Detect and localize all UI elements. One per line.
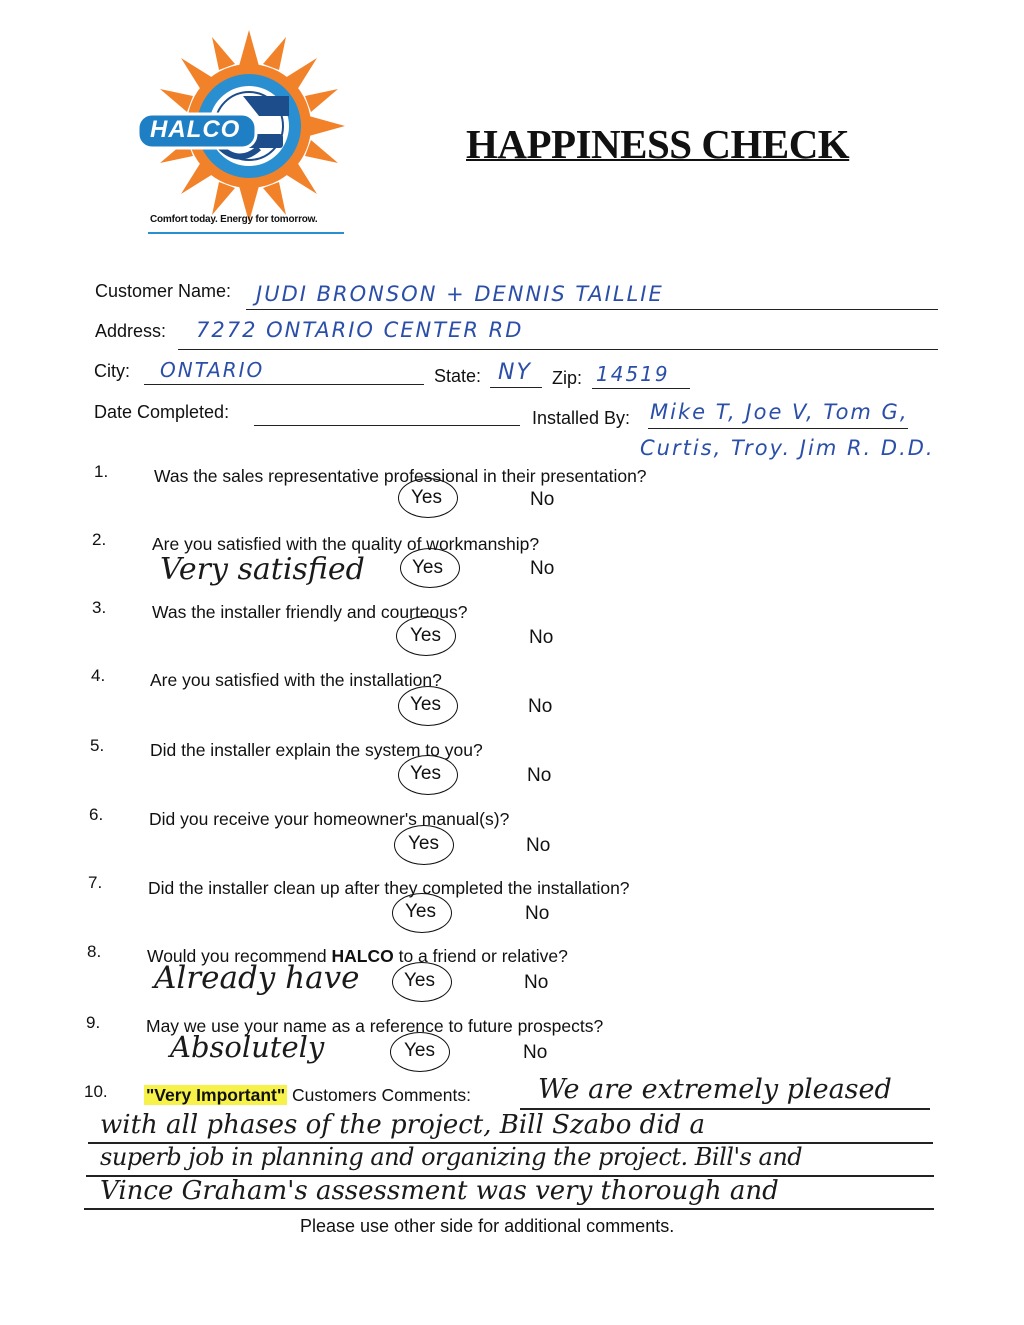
state-label: State:: [434, 366, 482, 386]
question-5-number: 5.: [90, 736, 105, 755]
question-4-number: 4.: [91, 666, 106, 685]
question-2-number: 2.: [92, 530, 107, 549]
state-value[interactable]: NY: [498, 360, 532, 385]
question-8-note: Already have: [154, 960, 360, 996]
question-1-text: Was the sales representative professional in their presentation?: [154, 466, 647, 486]
installed-by-label: Installed By:: [532, 408, 631, 428]
city-line: [144, 384, 424, 385]
zip-value[interactable]: 14519: [596, 362, 670, 386]
comment-text-line-3: superb job in planning and organizing the project. Bill's and: [100, 1143, 803, 1171]
logo-wordmark: HALCO: [150, 116, 241, 143]
question-4-yes[interactable]: Yes: [410, 694, 441, 715]
address-label: Address:: [95, 321, 167, 341]
question-9-number: 9.: [86, 1013, 101, 1032]
question-7-text: Did the installer clean up after they completed the installation?: [148, 878, 630, 898]
question-6-no[interactable]: No: [526, 835, 551, 856]
customer-name-line: [246, 309, 938, 310]
question-7-number: 7.: [88, 873, 103, 892]
question-5-text: Did the installer explain the system to you?: [150, 740, 483, 760]
city-label: City:: [94, 361, 130, 381]
question-7-no[interactable]: No: [525, 903, 550, 924]
question-4-text: Are you satisfied with the installation?: [150, 670, 442, 690]
zip-line: [592, 388, 690, 389]
comments-label: [144, 1085, 471, 1106]
comment-text-line-1: We are extremely pleased: [538, 1074, 892, 1105]
question-6-yes[interactable]: Yes: [408, 833, 439, 854]
address-value[interactable]: 7272 ONTARIO CENTER RD: [196, 318, 524, 342]
question-6-text: Did you receive your homeowner's manual(s)?: [149, 809, 510, 829]
installed-by-value-line2[interactable]: Curtis, Troy. Jim R. D.D.: [640, 436, 935, 460]
question-3-yes[interactable]: Yes: [410, 625, 441, 646]
installed-by-value-line1[interactable]: Mike T, Joe V, Tom G,: [650, 400, 909, 424]
date-completed-label: Date Completed:: [94, 402, 230, 422]
comment-text-line-4: Vince Graham's assessment was very thorough and: [100, 1176, 779, 1206]
question-1-number: 1.: [94, 462, 109, 481]
comment-text-line-2: with all phases of the project, Bill Szabo did a: [100, 1110, 706, 1140]
footer-note: Please use other side for additional comments.: [300, 1216, 675, 1236]
question-3-no[interactable]: No: [529, 627, 554, 648]
question-3-number: 3.: [92, 598, 107, 617]
question-8-brand: HALCO: [331, 946, 394, 966]
question-5-no[interactable]: No: [527, 765, 552, 786]
comments-number: 10.: [84, 1082, 108, 1101]
question-2-note: Very satisfied: [160, 552, 365, 587]
comment-line-4: [84, 1208, 934, 1210]
question-1-no[interactable]: No: [530, 489, 555, 510]
question-2-text: Are you satisfied with the quality of workmanship?: [152, 534, 540, 554]
question-8-no[interactable]: No: [524, 972, 549, 993]
tagline-divider: [148, 232, 344, 234]
customers-comments-label: Customers Comments:: [287, 1085, 471, 1105]
installed-by-line: [648, 428, 908, 429]
question-8-text-before: Would you recommend: [147, 946, 332, 966]
customer-name-label: Customer Name:: [95, 281, 232, 301]
question-2-no[interactable]: No: [530, 558, 555, 579]
question-6-number: 6.: [89, 805, 104, 824]
date-completed-line[interactable]: [254, 425, 520, 426]
question-9-yes[interactable]: Yes: [404, 1040, 435, 1061]
zip-label: Zip:: [552, 368, 583, 388]
halco-logo: [134, 28, 364, 238]
question-2-yes[interactable]: Yes: [412, 557, 443, 578]
question-4-no[interactable]: No: [528, 696, 553, 717]
state-line: [490, 387, 542, 388]
address-line: [178, 349, 938, 350]
tagline: Comfort today. Energy for tomorrow.: [150, 214, 318, 225]
question-8-text-after: to a friend or relative?: [393, 946, 568, 966]
question-3-text: Was the installer friendly and courteous?: [152, 602, 468, 622]
question-9-text: May we use your name as a reference to future prospects?: [146, 1016, 604, 1036]
question-1-yes[interactable]: Yes: [411, 487, 442, 508]
question-9-note: Absolutely: [170, 1030, 325, 1064]
page-title: HAPPINESS CHECK: [466, 121, 850, 167]
question-9-no[interactable]: No: [523, 1042, 548, 1063]
very-important-highlight: "Very Important": [146, 1085, 286, 1105]
customer-name-value[interactable]: JUDI BRONSON + DENNIS TAILLIE: [256, 282, 664, 306]
question-7-yes[interactable]: Yes: [405, 901, 436, 922]
question-8-number: 8.: [87, 942, 102, 961]
question-8-yes[interactable]: Yes: [404, 970, 435, 991]
question-5-yes[interactable]: Yes: [410, 763, 441, 784]
city-value[interactable]: ONTARIO: [160, 358, 265, 382]
